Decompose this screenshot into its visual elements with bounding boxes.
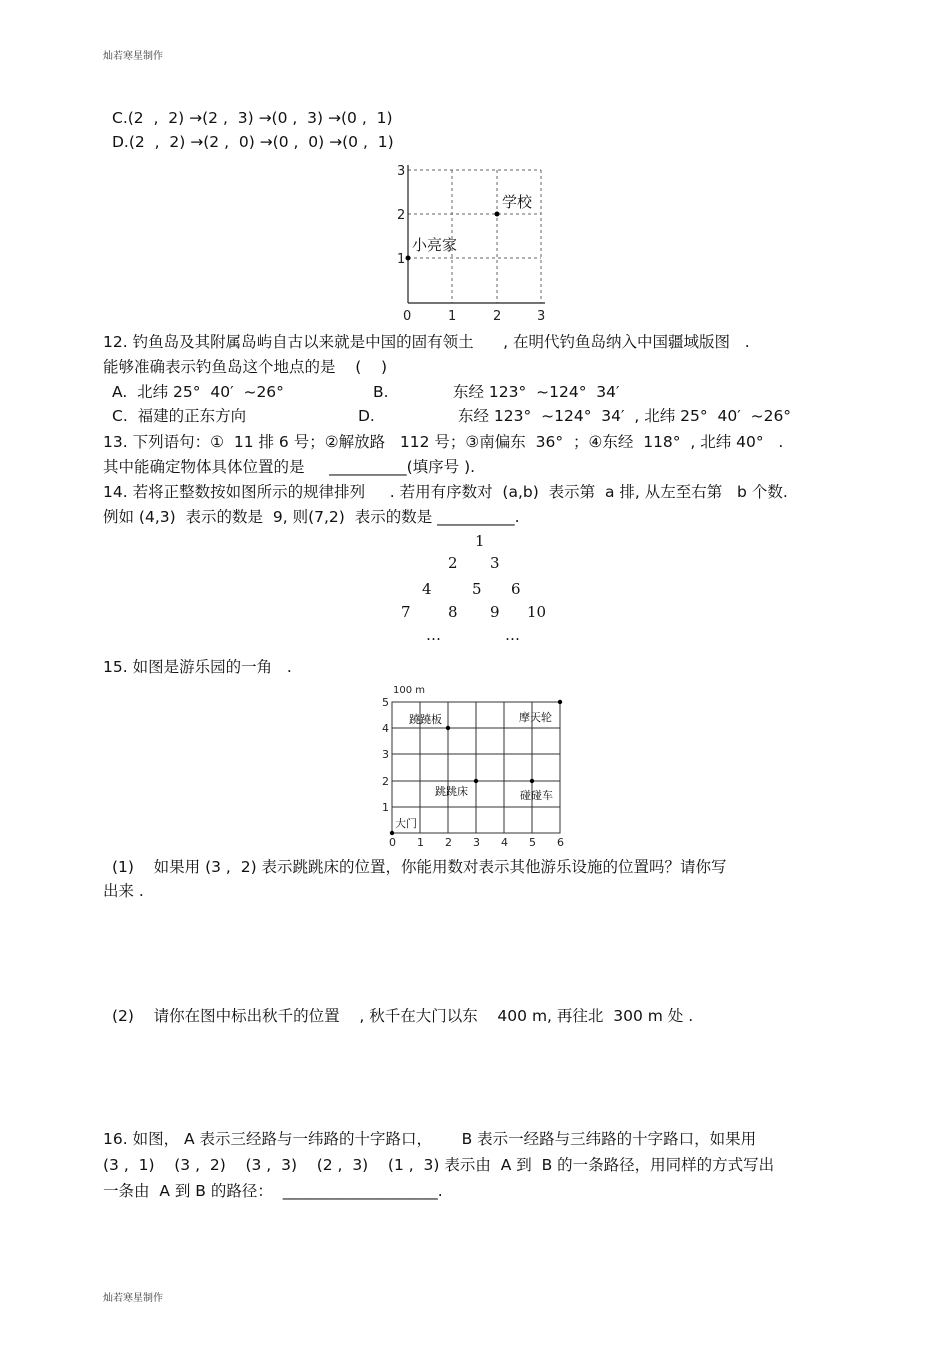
q15-part2: (2) 请你在图中标出秋千的位置 , 秋千在大门以东 400 m, 再往北 300 m 处 .: [112, 1007, 694, 1025]
trampoline-point: [474, 779, 478, 783]
trampoline-label: 跳跳床: [435, 785, 468, 798]
triangle-ellipsis: …: [505, 626, 520, 644]
bumper-car-label: 碰碰车: [520, 789, 553, 802]
q14-stem-line2: 例如 (4,3) 表示的数是 9, 则(7,2) 表示的数是 __________.: [103, 508, 520, 526]
seesaw-point: [446, 726, 450, 730]
q15-y-tick: 5: [382, 696, 389, 709]
ferris-wheel-label: 摩天轮: [519, 711, 552, 724]
q15-part1-line2: 出来 .: [103, 882, 144, 900]
q11-x-tick: 0: [403, 309, 412, 324]
q15-y-tick: 3: [382, 748, 389, 761]
q13-stem-line2: 其中能确定物体具体位置的是 __________(填序号 ).: [103, 458, 476, 476]
triangle-number: 5: [472, 580, 482, 598]
q12-option-d-text: 东经 123° ~124° 34′ , 北纬 25° 40′ ~26°: [458, 407, 792, 425]
school-point: [495, 212, 500, 217]
triangle-number: 1: [475, 532, 485, 550]
q15-x-tick: 4: [501, 836, 508, 849]
q13-stem-line1: 13. 下列语句：① 11 排 6 号；②解放路 112 号；③南偏东 36° ；④东经 118° , 北纬 40° .: [103, 433, 784, 451]
q15-park-map: [380, 682, 580, 852]
triangle-number: 2: [448, 554, 458, 572]
school-label: 学校: [502, 193, 533, 211]
triangle-number: 10: [527, 603, 547, 621]
q15-x-tick: 0: [389, 836, 396, 849]
triangle-ellipsis: …: [426, 626, 441, 644]
q11-option-c: C.(2 , 2) →(2 , 3) →(0 , 3) →(0 , 1): [112, 109, 393, 127]
q15-x-tick: 3: [473, 836, 480, 849]
q12-option-b-label: B.: [373, 383, 389, 401]
bumper-car-point: [530, 779, 534, 783]
triangle-number: 8: [448, 603, 458, 621]
q12-option-d-label: D.: [358, 407, 375, 425]
home-point: [406, 256, 411, 261]
triangle-number: 7: [401, 603, 411, 621]
q14-stem-line1: 14. 若将正整数按如图所示的规律排列 . 若用有序数对 (a,b) 表示第 a 排, 从左至右第 b 个数.: [103, 483, 788, 501]
q16-stem-line2: (3 , 1) (3 , 2) (3 , 3) (2 , 3) (1 , 3) 表示由 A 到 B 的一条路径，用同样的方式写出: [103, 1156, 775, 1174]
q11-y-tick: 2: [397, 208, 406, 223]
q15-x-tick: 5: [529, 836, 536, 849]
footer-note: 灿若寒星制作: [103, 1293, 163, 1304]
ferris-wheel-point: [558, 700, 562, 704]
q12-option-c: C. 福建的正东方向: [112, 407, 247, 425]
seesaw-label: 蹺蹺板: [409, 713, 442, 726]
header-note: 灿若寒星制作: [103, 51, 163, 62]
triangle-number: 6: [511, 580, 521, 598]
triangle-number: 4: [422, 580, 432, 598]
q15-x-tick: 6: [557, 836, 564, 849]
q11-x-tick: 2: [493, 309, 502, 324]
q11-y-tick: 1: [397, 252, 406, 267]
q11-y-tick: 3: [397, 164, 406, 179]
q16-stem-line1: 16. 如图， A 表示三经路与一纬路的十字路口， B 表示一经路与三纬路的十字路口，如果用: [103, 1130, 757, 1148]
q15-intro: 15. 如图是游乐园的一角 .: [103, 658, 292, 676]
gate-point: [390, 831, 394, 835]
q11-x-tick: 3: [537, 309, 546, 324]
q15-x-tick: 2: [445, 836, 452, 849]
q16-stem-line3: 一条由 A 到 B 的路径： ____________________.: [103, 1182, 443, 1200]
q11-grid-figure: [390, 160, 560, 325]
home-label: 小亮家: [412, 236, 458, 254]
q12-stem-line2: 能够准确表示钓鱼岛这个地点的是 ( ): [103, 358, 388, 376]
map-unit-label: 100 m: [393, 685, 426, 696]
q12-option-b-text: 东经 123° ~124° 34′: [453, 383, 620, 401]
gate-label: 大门: [395, 817, 417, 830]
q11-option-d: D.(2 , 2) →(2 , 0) →(0 , 0) →(0 , 1): [112, 133, 394, 151]
q15-y-tick: 4: [382, 722, 389, 735]
triangle-number: 9: [490, 603, 500, 621]
q15-y-tick: 1: [382, 801, 389, 814]
triangle-number: 3: [490, 554, 500, 572]
q15-x-tick: 1: [417, 836, 424, 849]
q12-option-a: A. 北纬 25° 40′ ~26°: [112, 383, 284, 401]
q15-part1-line1: (1) 如果用 (3 , 2) 表示跳跳床的位置，你能用数对表示其他游乐设施的位置吗？请你写: [112, 858, 727, 876]
q11-x-tick: 1: [448, 309, 457, 324]
q12-stem-line1: 12. 钓鱼岛及其附属岛屿自古以来就是中国的固有领土 , 在明代钓鱼岛纳入中国疆域版图 .: [103, 333, 750, 351]
q15-y-tick: 2: [382, 775, 389, 788]
